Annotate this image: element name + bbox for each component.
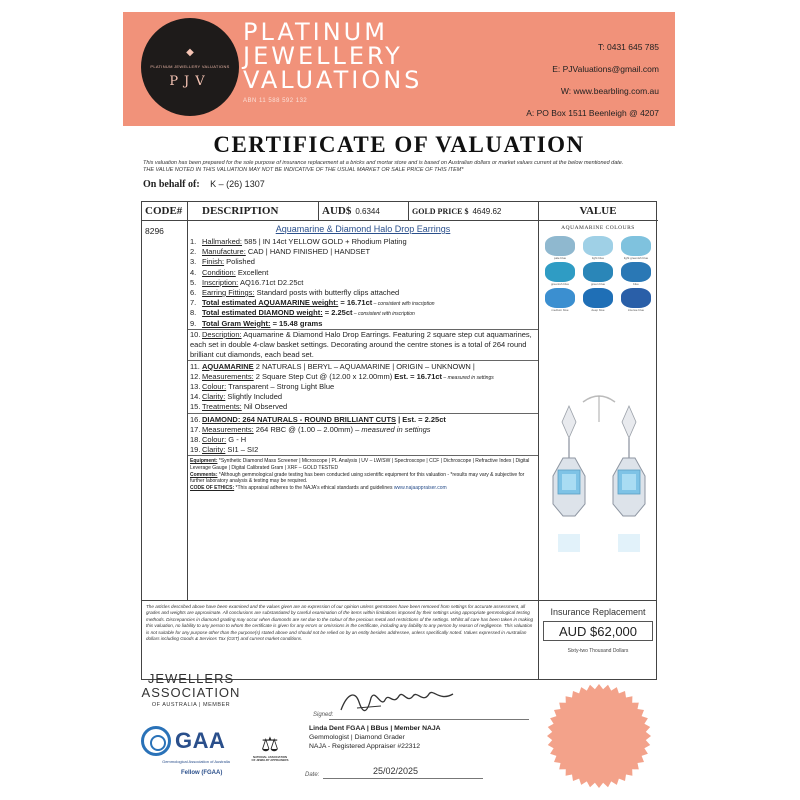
date-label: Date: xyxy=(305,772,320,778)
gaa-name: GAA xyxy=(175,728,226,753)
diamond-icon: ◆ xyxy=(186,47,194,58)
earrings-photo xyxy=(543,392,655,592)
insurance-amount: AUD $62,000 xyxy=(543,621,653,641)
swatch xyxy=(583,288,613,308)
intro-line-2: THE VALUE NOTED IN THIS VALUATION MAY NOT BE INDICATIVE OF THE USUAL MARKET OR SALE PRICE OF THIS ITEM* xyxy=(143,167,464,173)
ja-line-3: OF AUSTRALIA | MEMBER xyxy=(151,702,231,708)
appraiser-name: Linda Dent FGAA | BBus | Member NAJA xyxy=(309,725,441,732)
abn-number: ABN 11 588 592 132 xyxy=(243,98,308,104)
detail-line: 4. Condition: Excellent xyxy=(190,267,269,277)
swatch xyxy=(621,262,651,282)
date-line xyxy=(323,778,483,779)
disclaimer-text: The articles described above have been examined and the values given are an expression of our opinion unless gemstones have been removed from settings for accurate assessment, all grades and weights are approximate. All conclusions are substantiated by careful examination of the items within limitations imposed by their settings using appropriate gemmological testing methods. Discrepancies in diamond grading may occur when diamonds are set due to the colour of the precious metal and restrictions of the settings. Whilst all care has been taken in making this valuation, no liability to any person to whom the certificate is given for any errors or omissions in the certificate, including any liability to any person by reason of negligence. This valuation is not suitable for any purpose other than the purpose(s) stated above and should not be relied on by an entity besides addressee, unless specifically noted. Values expressed in Australian dollars including Goods & Services Tax (GST) and current market conditions. xyxy=(141,601,539,680)
appraiser-role: Gemmologist | Diamond Grader xyxy=(309,734,405,741)
seal-shape xyxy=(547,684,651,788)
naja-caption: NATIONAL ASSOCIATION OF JEWELRY APPRAISERS xyxy=(251,755,289,763)
detail-line: 3. Finish: Polished xyxy=(190,257,255,267)
swatch-label: blue xyxy=(633,282,639,286)
certificate-page xyxy=(123,12,675,790)
logo-ring-text: PLATINUM JEWELLERY VALUATIONS xyxy=(150,64,230,69)
address: A: PO Box 1511 Beenleigh @ 4207 xyxy=(526,108,659,118)
item-code: 8296 xyxy=(145,226,164,236)
naja-link[interactable]: www.najaappraiser.com xyxy=(393,484,447,491)
gold-price: 4649.62 xyxy=(472,207,502,216)
signed-label: Signed: xyxy=(313,712,334,718)
insurance-amount-words: Sixty-two Thousand Dollars xyxy=(567,648,629,654)
swatch xyxy=(545,262,575,282)
phone: T: 0431 645 785 xyxy=(598,42,659,52)
detail-line: 5. Inscription: AQ16.71ct D2.25ct xyxy=(190,277,304,287)
ja-line-2: ASSOCIATION xyxy=(141,685,241,700)
logo-monogram: PJV xyxy=(169,74,211,89)
email[interactable]: E: PJValuations@gmail.com xyxy=(552,64,659,74)
swatch xyxy=(545,236,575,256)
naja-logo xyxy=(251,734,289,763)
testing-notes: Equipment: *Synthetic Diamond Mass Screener | Microscope | PL Analysis | UV – LW/SW | Spectroscope | CCF | Dichroscope | Refractive Index | Digital Leverage Gauge | Digital Calibrated Gram | XRF – GOLD TESTED Comments: *Although gemmological grade testing has been conducted using scientific equipment for this valuation - *results may vary & subjective for further laboratory analysis & testing may be required. CODE OF ETHICS: *This appraisal adheres to the NAJA's ethical standards and guidelines www.najaappraiser.com xyxy=(188,455,538,491)
swatch-label: pale blue xyxy=(553,256,567,260)
brand-name xyxy=(243,20,443,92)
swatch xyxy=(621,288,651,308)
appraiser-details xyxy=(309,724,441,751)
swatch-label: greenish blue xyxy=(550,282,569,286)
pjv-logo xyxy=(141,18,239,116)
brand-line-2: JEWELLERY xyxy=(243,42,403,70)
value-column xyxy=(539,222,657,601)
swatch xyxy=(583,262,613,282)
signature-image xyxy=(337,684,457,718)
detail-line: 1. Hallmarked: 585 | IN 14ct YELLOW GOLD + Rhodium Plating xyxy=(190,237,407,246)
gaa-full-name: Gemmological Association of Australia xyxy=(162,759,230,764)
aquamarine-colours-title: AQUAMARINE COLOURS xyxy=(561,225,635,231)
description-paragraph: 10. Description: Aquamarine & Diamond Halo Drop Earrings. Featuring 2 square step cut aquamarines, each set in double 4-claw basket settings. Decorating around the centre stones is a total of 264 round brilliant cut diamonds, each bead set. xyxy=(188,329,538,360)
contact-details xyxy=(526,36,659,124)
swatch xyxy=(545,288,575,308)
gram-weight: 9. Total Gram Weight: = 15.48 grams xyxy=(190,318,323,328)
intro-text xyxy=(143,160,663,174)
swatch-label: light greenish blue xyxy=(623,256,649,260)
valuation-date: 25/02/2025 xyxy=(373,766,419,776)
appraiser-registration: NAJA - Registered Appraiser #22312 xyxy=(309,743,421,750)
aquamarine-weight: 7. Total estimated AQUAMARINE weight: = 16.71ct – consistent with inscription xyxy=(190,298,435,308)
diamond-weight: 8. Total estimated DIAMOND weight: = 2.25ct – consistent with inscription xyxy=(190,308,415,318)
gaa-emblem-icon xyxy=(141,726,171,756)
on-behalf-of xyxy=(143,179,265,190)
behalf-value: K – (26) 1307 xyxy=(210,179,265,189)
jewellers-association-logo xyxy=(141,672,241,708)
item-title: Aquamarine & Diamond Halo Drop Earrings xyxy=(275,224,451,234)
valuation-table xyxy=(141,201,657,601)
ja-line-1: JEWELLERS xyxy=(147,671,235,686)
detail-line: 6. Earring Fittings: Standard posts with butterfly clips attached xyxy=(190,287,400,297)
brand-line-3: VALUATIONS xyxy=(243,66,423,94)
insurance-label: Insurance Replacement xyxy=(550,607,646,617)
page-title: CERTIFICATE OF VALUATION xyxy=(213,132,585,157)
description-header: DESCRIPTION xyxy=(188,202,318,221)
insurance-box xyxy=(539,601,657,680)
aquamarine-section: 11. AQUAMARINE 2 NATURALS | BERYL – AQUAMARINE | ORIGIN – UNKNOWN | 12. Measurements: 2 Square Step Cut @ (12.00 x 12.00mm) Est. = 16.71ct – measured in settings 13. Colour: Transparent – Strong Light Blue 14. Clarity: Slightly Included 15. Treatments: Nil Observed xyxy=(188,360,538,413)
diamond-section: 16. DIAMOND: 264 NATURALS - ROUND BRILLIANT CUTS | Est. = 2.25ct 17. Measurements: 264 RBC @ (1.00 – 2.00mm) – measured in settings 18. Colour: G - H 19. Clarity: SI1 – SI2 xyxy=(188,413,538,456)
code-header: CODE# xyxy=(142,202,187,221)
value-header: VALUE xyxy=(538,202,658,221)
item-details xyxy=(188,237,538,491)
behalf-label: On behalf of: xyxy=(143,179,200,190)
swatch-label: green blue xyxy=(590,282,606,286)
gold-price-header: GOLD PRICE $ 4649.62 xyxy=(408,202,538,221)
scales-icon: ⚖ xyxy=(261,734,279,756)
gaa-fellow: Fellow (FGAA) xyxy=(181,770,223,776)
brand-line-1: PLATINUM xyxy=(243,18,388,46)
aud-rate: 0.6344 xyxy=(355,207,380,216)
swatch-label: intense blue xyxy=(627,308,645,312)
intro-line-1: This valuation has been prepared for the sole purpose of insurance replacement at a bricks and mortar store and is based on Australian dollars or market values current at the below mentioned date. xyxy=(143,160,624,166)
detail-line: 2. Manufacture: CAD | HAND FINISHED | HANDSET xyxy=(190,247,371,257)
signature-line xyxy=(329,719,529,720)
swatch-label: medium blue xyxy=(551,308,569,312)
swatch xyxy=(621,236,651,256)
website[interactable]: W: www.bearbling.com.au xyxy=(560,86,659,96)
swatch-label: deep blue xyxy=(591,308,605,312)
swatch xyxy=(583,236,613,256)
letterhead xyxy=(123,12,675,126)
aud-header: AUD$ 0.6344 xyxy=(318,202,408,221)
swatch-label: light blue xyxy=(591,256,604,260)
seal-sticker xyxy=(543,680,655,792)
